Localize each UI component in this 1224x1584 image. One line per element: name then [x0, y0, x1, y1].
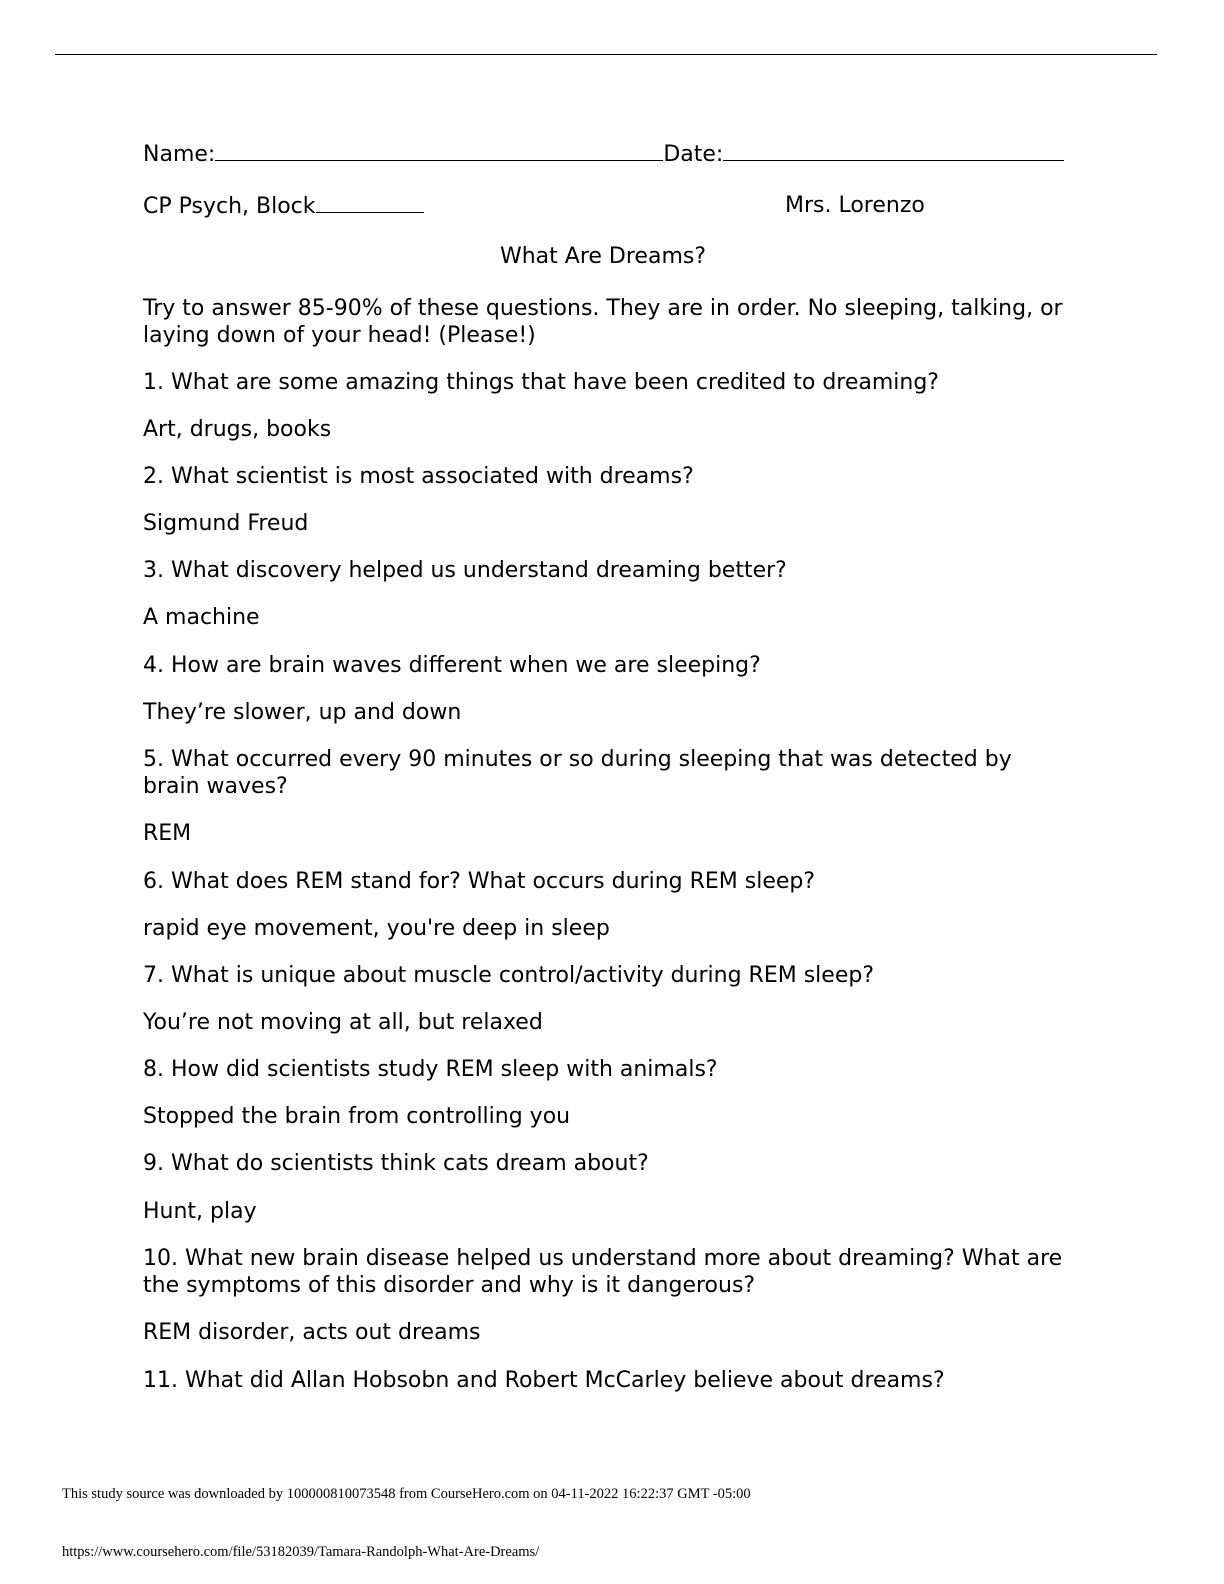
answer-10: REM disorder, acts out dreams [143, 1320, 481, 1345]
answer-8: Stopped the brain from controlling you [143, 1104, 571, 1129]
question-7: 7. What is unique about muscle control/activity during REM sleep? [143, 963, 874, 988]
answer-7: You’re not moving at all, but relaxed [143, 1010, 543, 1035]
question-10: 10. What new brain disease helped us understand more about dreaming? What are the symptoms of this disorder and why is it dangerous? [143, 1246, 1063, 1298]
class-label: CP Psych, Block [143, 194, 316, 219]
answer-5: REM [143, 821, 192, 846]
date-blank [723, 140, 1064, 161]
question-5: 5. What occurred every 90 minutes or so during sleeping that was detected by brain waves? [143, 747, 1012, 799]
question-4: 4. How are brain waves different when we are sleeping? [143, 653, 761, 678]
name-blank [215, 140, 663, 161]
question-8: 8. How did scientists study REM sleep with animals? [143, 1057, 718, 1082]
answer-3: A machine [143, 605, 260, 630]
question-1: 1. What are some amazing things that have been credited to dreaming? [143, 370, 939, 395]
question-9: 9. What do scientists think cats dream about? [143, 1151, 649, 1176]
answer-4: They’re slower, up and down [143, 700, 462, 725]
worksheet-title: What Are Dreams? [499, 244, 707, 269]
instructions: Try to answer 85-90% of these questions. They are in order. No sleeping, talking, or laying down of your head! (Please!) [143, 296, 1063, 348]
name-label: Name: [143, 142, 216, 167]
question-11: 11. What did Allan Hobsobn and Robert McCarley believe about dreams? [143, 1368, 945, 1393]
top-rule [55, 54, 1157, 55]
teacher-name: Mrs. Lorenzo [785, 193, 925, 218]
answer-1: Art, drugs, books [143, 417, 332, 442]
question-3: 3. What discovery helped us understand dreaming better? [143, 558, 787, 583]
name-date-row [143, 140, 1063, 168]
answer-6: rapid eye movement, you're deep in sleep [143, 916, 610, 941]
question-6: 6. What does REM stand for? What occurs during REM sleep? [143, 869, 816, 894]
date-label: Date: [663, 142, 724, 167]
source-url[interactable]: https://www.coursehero.com/file/53182039/Tamara-Randolph-What-Are-Dreams/ [62, 1544, 540, 1560]
download-notice: This study source was downloaded by 100000810073548 from CourseHero.com on 04-11-2022 16:22:37 GMT -05:00 [62, 1486, 751, 1502]
block-blank [316, 192, 424, 213]
question-2: 2. What scientist is most associated with dreams? [143, 464, 694, 489]
answer-9: Hunt, play [143, 1199, 257, 1224]
class-row [143, 192, 1063, 220]
answer-2: Sigmund Freud [143, 511, 309, 536]
